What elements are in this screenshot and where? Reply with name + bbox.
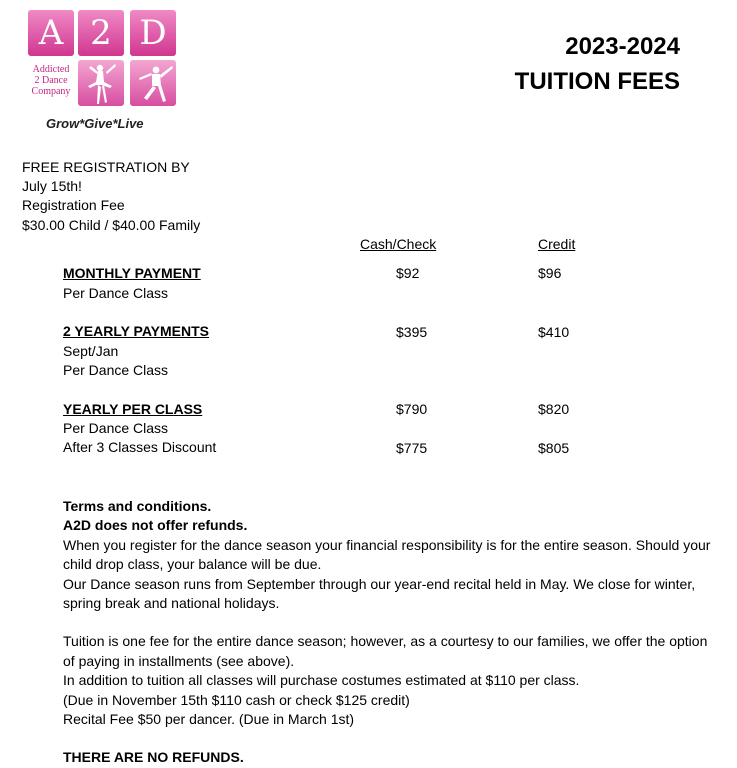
logo-company-name [26,64,76,97]
column-header-credit: Credit [538,236,576,252]
plan-title-two-yearly: 2 YEARLY PAYMENTS [63,323,210,339]
price-discount-cash: $775 [396,440,428,456]
price-two-yearly-cash: $395 [396,324,428,340]
terms-paragraph-responsibility: When you register for the dance season your financial responsibility is for the entire season. Should your child drop class, your balance will be due. [63,536,711,573]
spacer [63,613,720,632]
terms-paragraph-costume-due: (Due in November 15th $110 cash or check $125 credit) [63,691,410,708]
logo-line-1: Addicted [32,64,70,75]
price-two-yearly-credit: $410 [538,324,570,340]
plan-sub-two-yearly-1: Sept/Jan [63,343,119,359]
registration-line-1: FREE REGISTRATION BY [22,159,190,175]
logo-line-3: Company [31,86,71,97]
plan-sub-yearly-1: Per Dance Class [63,420,169,436]
logo-line-2: 2 Dance [34,75,68,86]
price-yearly-cash: $790 [396,401,428,417]
hiphop-dancer-icon [130,60,176,106]
registration-line-4: $30.00 Child / $40.00 Family [22,217,201,233]
registration-line-2: July 15th! [22,178,82,194]
terms-no-refunds: A2D does not offer refunds. [63,517,248,534]
page-title: TUITION FEES [514,68,680,95]
terms-paragraph-costumes: In addition to tuition all classes will purchase costumes estimated at $110 per class. [63,672,580,689]
price-discount-credit: $805 [538,440,570,456]
company-logo [26,8,182,130]
plan-title-yearly: YEARLY PER CLASS [63,401,203,417]
terms-final-notice: THERE ARE NO REFUNDS. [63,749,244,766]
plan-sub-yearly-2: After 3 Classes Discount [63,439,217,455]
plan-sub-monthly: Per Dance Class [63,285,169,301]
terms-paragraph-tuition: Tuition is one fee for the entire dance season; however, as a courtesy to our families, we offer the option of paying in installments (see above). [63,633,708,669]
logo-letter-2: 2 [78,10,124,56]
spacer [63,729,720,748]
price-monthly-cash: $92 [396,265,420,281]
column-header-cash: Cash/Check [360,236,437,252]
ballerina-icon [78,60,124,106]
logo-letter-a: A [28,10,74,56]
price-yearly-credit: $820 [538,401,570,417]
terms-paragraph-season: Our Dance season runs from September through our year-end recital held in May. We close for winter, spring break and national holidays. [63,575,696,612]
season-year: 2023-2024 [565,33,680,60]
terms-heading: Terms and conditions. [63,498,212,514]
logo-slogan: Grow*Give*Live [46,116,144,131]
terms-paragraph-recital-fee: Recital Fee $50 per dancer. (Due in March 1st) [63,711,355,728]
registration-line-3: Registration Fee [22,197,125,213]
plan-title-monthly: MONTHLY PAYMENT [63,265,201,281]
terms-section [63,497,720,768]
plan-sub-two-yearly-2: Per Dance Class [63,362,169,378]
price-monthly-credit: $96 [538,265,562,281]
logo-letter-d: D [130,10,176,56]
